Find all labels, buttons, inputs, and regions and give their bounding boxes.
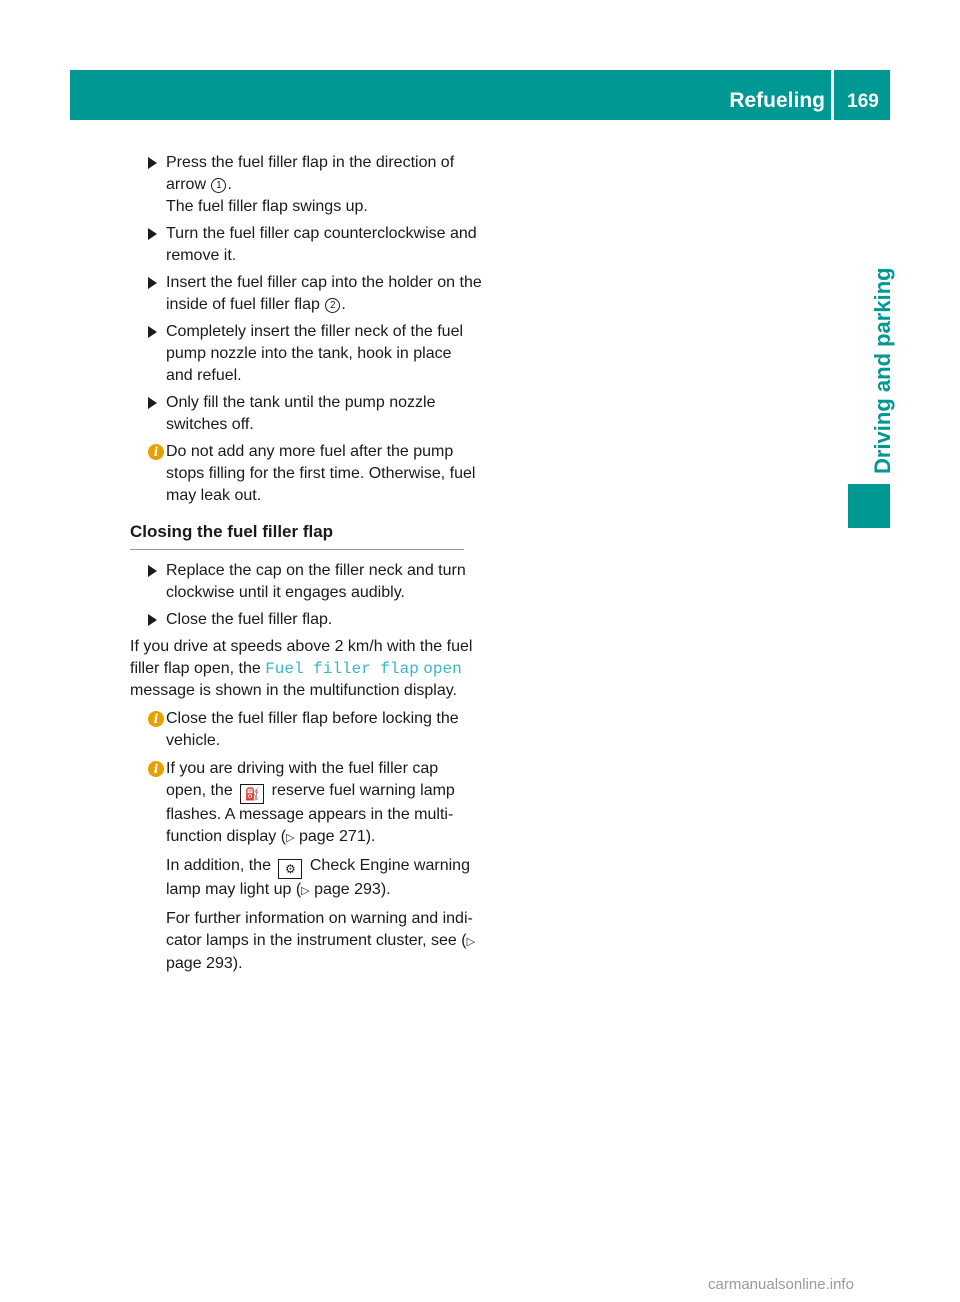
callout-2-icon: 2 bbox=[325, 298, 340, 313]
header-divider bbox=[831, 70, 834, 120]
section-side-label: Driving and parking bbox=[870, 267, 895, 474]
check-engine-icon: ⚙ bbox=[278, 859, 302, 879]
content bbox=[130, 152, 482, 981]
info-text bbox=[166, 758, 482, 849]
step-arrow-icon bbox=[148, 397, 157, 409]
info-text-part: page 293). bbox=[309, 881, 391, 898]
step-text: Completely insert the filler neck of the fuel pump nozzle into the tank, hook in place and refuel. bbox=[166, 323, 464, 384]
step-6 bbox=[148, 560, 482, 604]
callout-1-icon: 1 bbox=[211, 178, 226, 193]
info-note-3 bbox=[148, 758, 482, 975]
page-ref-arrow-icon: ▷ bbox=[301, 885, 310, 897]
step-text-end: . bbox=[341, 296, 346, 313]
step-text: Press the fuel filler flap in the direction of arrow bbox=[166, 154, 455, 193]
paragraph-text-2: message is shown in the multifunction display. bbox=[130, 682, 457, 699]
step-text: Only fill the tank until the pump nozzle switches off. bbox=[166, 394, 436, 433]
paragraph-text: If you drive at speeds above 2 km/h with the fuel filler flap open, the bbox=[130, 638, 473, 677]
info-text: Close the fuel filler flap before locking the vehicle. bbox=[166, 710, 459, 749]
step-7 bbox=[148, 609, 482, 631]
display-message: Fuel filler flap bbox=[265, 660, 419, 678]
info-text-part: In addition, the bbox=[166, 857, 276, 874]
info-text-part: For further information on warning and indi-cator lamps in the instrument cluster, see ( bbox=[166, 910, 473, 949]
step-arrow-icon bbox=[148, 565, 157, 577]
step-3 bbox=[148, 272, 482, 316]
step-text-end: . bbox=[227, 176, 232, 193]
info-icon: i bbox=[148, 761, 164, 777]
step-arrow-icon bbox=[148, 614, 157, 626]
info-text-part: If you are driving with the fuel filler cap open, the bbox=[166, 760, 439, 799]
step-arrow-icon bbox=[148, 277, 157, 289]
info-note-1 bbox=[148, 441, 482, 507]
info-text-part: page 293). bbox=[166, 955, 243, 972]
step-arrow-icon bbox=[148, 157, 157, 169]
step-text: Turn the fuel filler cap counterclockwise and remove it. bbox=[166, 225, 477, 264]
info-text bbox=[166, 855, 482, 902]
step-5 bbox=[148, 392, 482, 436]
info-icon: i bbox=[148, 711, 164, 727]
watermark: carmanualsonline.info bbox=[708, 1276, 854, 1293]
info-note-2 bbox=[148, 708, 482, 752]
page-ref-arrow-icon: ▷ bbox=[286, 832, 295, 844]
info-text-part: Check Engine warning lamp may light up ( bbox=[166, 857, 470, 898]
fuel-pump-icon: ⛽ bbox=[240, 784, 264, 804]
step-2 bbox=[148, 223, 482, 267]
page-ref-arrow-icon: ▷ bbox=[466, 936, 476, 948]
section-marker bbox=[848, 484, 890, 528]
info-text bbox=[166, 908, 482, 975]
step-1 bbox=[148, 152, 482, 218]
step-4 bbox=[148, 321, 482, 387]
step-text: Replace the cap on the filler neck and turn clockwise until it engages audibly. bbox=[166, 562, 466, 601]
step-text: Insert the fuel filler cap into the holder on the inside of fuel filler flap bbox=[166, 274, 482, 313]
info-text-part: page 271). bbox=[294, 828, 376, 845]
page-title: Refueling bbox=[729, 89, 825, 112]
page-number: 169 bbox=[847, 91, 879, 112]
info-text: Do not add any more fuel after the pump stops filling for the first time. Otherwise, fuel may leak out. bbox=[166, 443, 476, 504]
paragraph bbox=[130, 636, 482, 702]
display-message-2: open bbox=[423, 660, 462, 678]
step-arrow-icon bbox=[148, 228, 157, 240]
section-heading: Closing the fuel filler flap bbox=[130, 521, 464, 550]
step-arrow-icon bbox=[148, 326, 157, 338]
step-result: The fuel filler flap swings up. bbox=[166, 198, 368, 215]
step-text: Close the fuel filler flap. bbox=[166, 611, 333, 628]
info-text-part: reserve fuel warning lamp flashes. A message appears in the multi-function display ( bbox=[166, 782, 455, 845]
info-icon: i bbox=[148, 444, 164, 460]
